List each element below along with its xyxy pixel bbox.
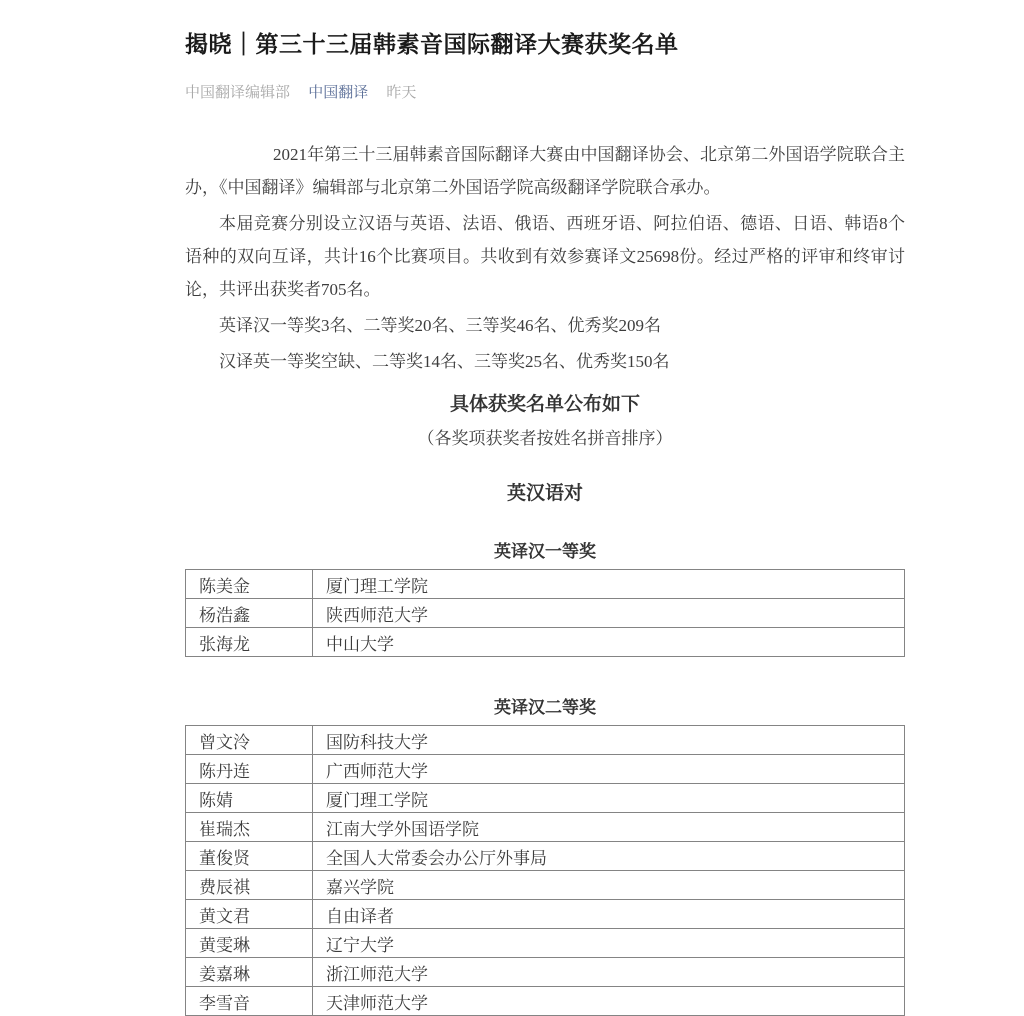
table-row (186, 900, 905, 929)
winner-institution-cell: 厦门理工学院 (313, 570, 905, 599)
paragraph-e2c-counts: 英译汉一等奖3名、二等奖20名、三等奖46名、优秀奖209名 (219, 316, 661, 335)
winner-name-cell: 黄雯琳 (186, 929, 313, 958)
winner-institution-cell: 全国人大常委会办公厅外事局 (313, 842, 905, 871)
winner-institution-cell: 江南大学外国语学院 (313, 813, 905, 842)
table-row (186, 871, 905, 900)
table-e2c-second-prize (185, 725, 905, 1016)
table-row (186, 570, 905, 599)
winner-institution-cell: 国防科技大学 (313, 726, 905, 755)
winner-institution-cell: 浙江师范大学 (313, 958, 905, 987)
account-link[interactable]: 中国翻译 (308, 84, 369, 101)
winner-name-cell: 董俊贤 (186, 842, 313, 871)
announce-heading: 具体获奖名单公布如下 (449, 394, 640, 415)
table-e2c-first-prize (185, 569, 905, 657)
table-row (186, 599, 905, 628)
winner-name-cell: 费辰祺 (186, 871, 313, 900)
byline (185, 84, 905, 102)
table-row (186, 842, 905, 871)
table-heading-e2c-first-prize: 英译汉一等奖 (494, 542, 596, 561)
table-heading-e2c-second-prize: 英译汉二等奖 (494, 698, 596, 717)
table-row (186, 987, 905, 1016)
winner-institution-cell: 陕西师范大学 (313, 599, 905, 628)
winner-name-cell: 张海龙 (186, 628, 313, 657)
winner-name-cell: 陈美金 (186, 570, 313, 599)
winner-institution-cell: 广西师范大学 (313, 755, 905, 784)
winner-institution-cell: 自由译者 (313, 900, 905, 929)
winner-name-cell: 曾文泠 (186, 726, 313, 755)
paragraph-c2e-counts: 汉译英一等奖空缺、二等奖14名、三等奖25名、优秀奖150名 (219, 352, 670, 371)
article-body (185, 138, 905, 378)
winner-name-cell: 崔瑞杰 (186, 813, 313, 842)
paragraph-competition-details: 本届竞赛分别设立汉语与英语、法语、俄语、西班牙语、阿拉伯语、德语、日语、韩语8个语种的双向互译，共计16个比赛项目。共收到有效参赛译文25698份。经过严格的评审和终审讨论，共评出获奖者705名。 (185, 214, 905, 299)
paragraph-intro: 2021年第三十三届韩素音国际翻译大赛由中国翻译协会、北京第二外国语学院联合主办，《中国翻译》编辑部与北京第二外国语学院高级翻译学院联合承办。 (185, 145, 905, 197)
table-row (186, 813, 905, 842)
article-content (185, 0, 905, 1016)
page-title: 揭晓｜第三十三届韩素音国际翻译大赛获奖名单 (185, 31, 679, 57)
table-row (186, 784, 905, 813)
winner-name-cell: 李雪音 (186, 987, 313, 1016)
winner-name-cell: 黄文君 (186, 900, 313, 929)
winner-institution-cell: 辽宁大学 (313, 929, 905, 958)
byline-author: 中国翻译编辑部 (185, 84, 291, 101)
table-row (186, 726, 905, 755)
winner-name-cell: 杨浩鑫 (186, 599, 313, 628)
byline-date: 昨天 (386, 84, 417, 101)
winner-name-cell: 陈丹连 (186, 755, 313, 784)
winner-institution-cell: 嘉兴学院 (313, 871, 905, 900)
table-row (186, 929, 905, 958)
winner-name-cell: 姜嘉琳 (186, 958, 313, 987)
winner-institution-cell: 天津师范大学 (313, 987, 905, 1016)
winner-name-cell: 陈婧 (186, 784, 313, 813)
table-row (186, 958, 905, 987)
winner-institution-cell: 厦门理工学院 (313, 784, 905, 813)
section-heading-english-chinese-pair: 英汉语对 (506, 483, 583, 504)
announce-note: （各奖项获奖者按姓名拼音排序） (417, 429, 673, 448)
table-row (186, 628, 905, 657)
table-row (186, 755, 905, 784)
winner-institution-cell: 中山大学 (313, 628, 905, 657)
